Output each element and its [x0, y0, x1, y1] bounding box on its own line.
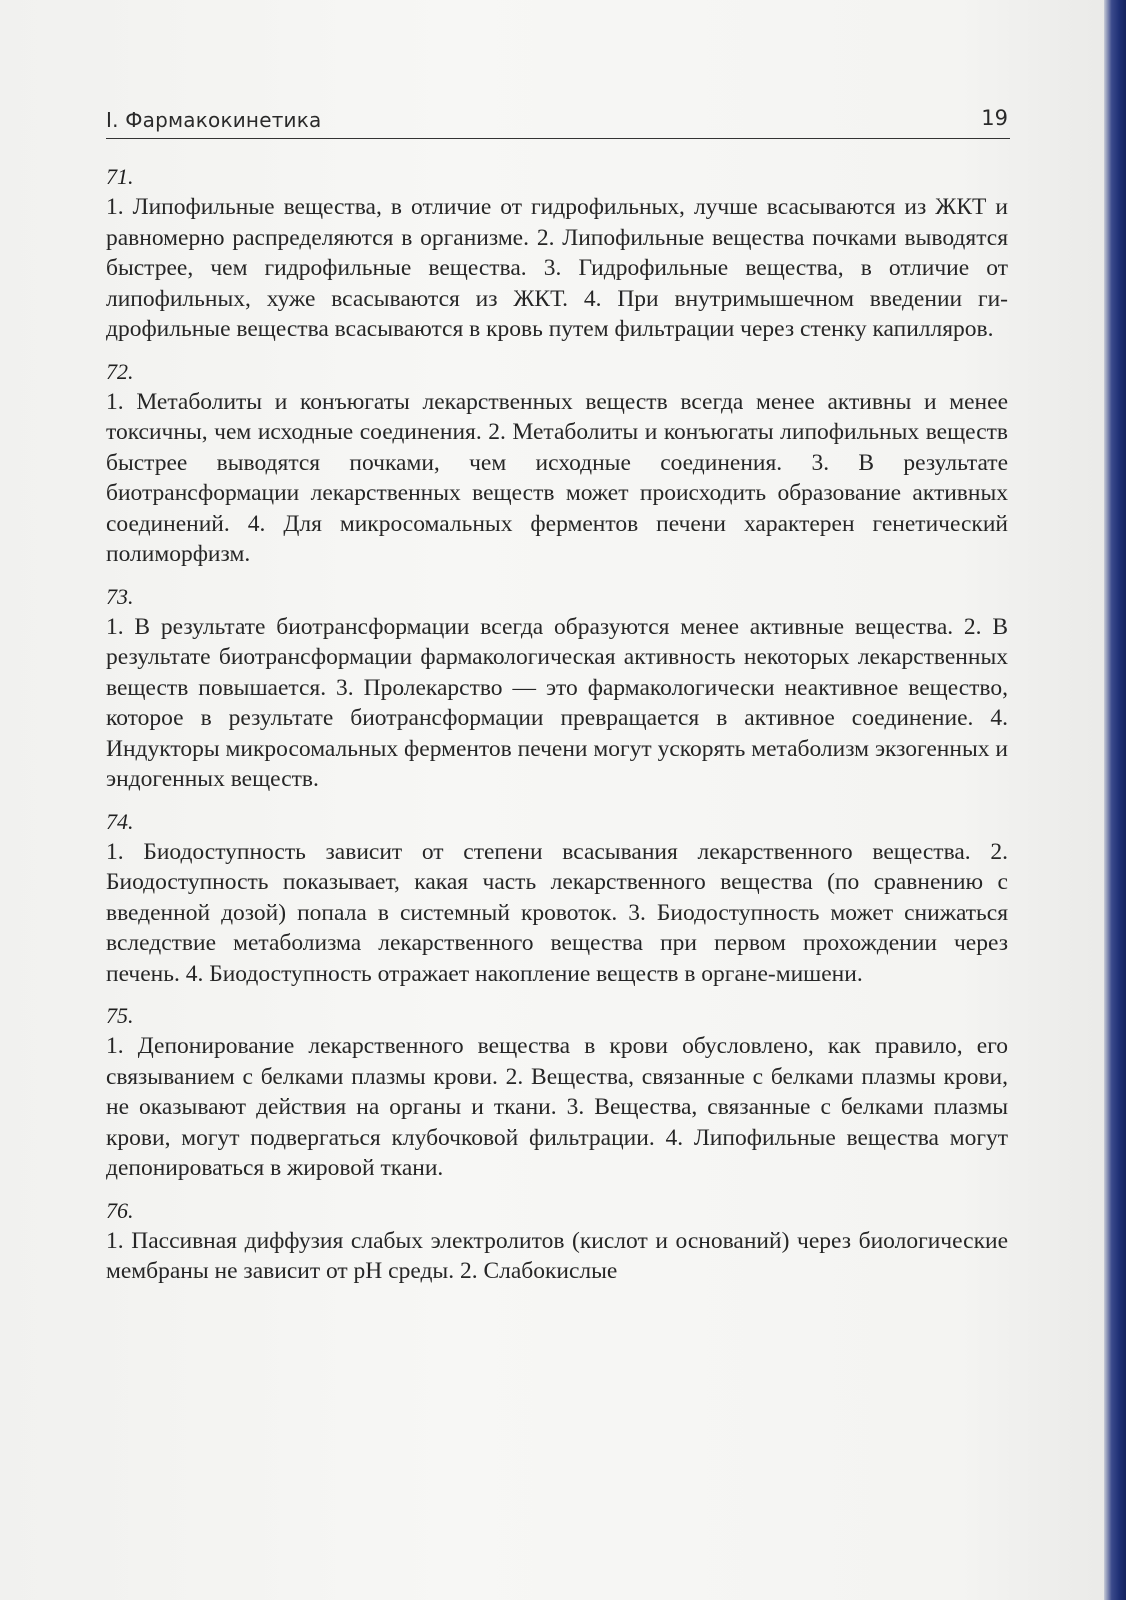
- question-text: 1. Депонирование лекарственного вещества в крови обусловлено, как правило, его связыванием с белками плазмы крови. 2. Вещества, связанные с белками плазмы крови, не оказывают действия на органы и ткани. 3. Вещества, связанные с белками плазмы крови, могут подвергаться клубочковой фильтрации. 4. Липофильные вещества могут депонироваться в жировой ткани.: [106, 1033, 1008, 1181]
- section-title: I. Фармакокинетика: [106, 108, 322, 132]
- question-text: 1. Биодоступность зависит от степени всасывания лекарственного вещества. 2. Биодоступность показывает, какая часть лекарственного вещества (по сравнению с введенной дозой) попала в системный кровоток. 3. Биодоступность может снижаться вследствие метаболизма лекарственного вещества при первом прохождении через печень. 4. Биодоступность отражает накопление веществ в органе-мишени.: [106, 838, 1008, 987]
- question-76: [106, 1196, 1008, 1287]
- question-71: [106, 162, 1008, 345]
- question-number: 72.: [106, 358, 134, 384]
- question-75: [106, 1001, 1008, 1184]
- running-header: [106, 104, 1010, 139]
- page-number: 19: [981, 106, 1008, 130]
- question-text: 1. В результате биотрансформации всегда образуются менее активные вещества. 2. В результате биотрансформации фармакологическая активность некоторых лекарственных веществ повышается. 3. Пролекарство — это фармакологически неактивное вещество, которое в результате биотрансформации превращается в активное соединение. 4. Индукторы микросомальных ферментов печени могут ускорять метаболизм экзогенных и эндогенных веществ.: [106, 613, 1008, 792]
- question-text: 1. Пассивная диффузия слабых электролитов (кислот и оснований) через биологические мембраны не зависит от pH среды. 2. Слабокислые: [106, 1227, 1008, 1284]
- question-number: 74.: [106, 808, 134, 834]
- question-73: [106, 582, 1008, 795]
- question-72: [106, 357, 1008, 570]
- question-text: 1. Липофильные вещества, в отличие от гидрофильных, лучше всасываются из ЖКТ и равномерно распределяются в организме. 2. Липофильные вещества почками выводятся быстрее, чем гидрофильные вещества. 3. Гидрофильные вещества, в отличие от липофильных, хуже всасываются из ЖКТ. 4. При внутримышечном введении гидрофильные вещества всасываются в кровь путем фильтрации через стенку капилляров.: [106, 194, 1008, 342]
- question-74: [106, 807, 1008, 990]
- question-number: 75.: [106, 1003, 134, 1028]
- book-cover-edge: [1104, 0, 1126, 1600]
- question-number: 76.: [106, 1197, 134, 1223]
- question-list: [106, 162, 1008, 1299]
- question-number: 71.: [106, 164, 134, 189]
- question-number: 73.: [106, 583, 134, 609]
- question-text: 1. Метаболиты и конъюгаты лекарственных веществ всегда менее активны и менее токсичны, чем исходные соединения. 2. Метаболиты и конъюгаты липофильных веществ быстрее выводятся почками, чем исходные соединения. 3. В результате биотрансформации лекарственных веществ может происходить образование активных соединений. 4. Для микросомальных ферментов печени характерен генетический полиморфизм.: [106, 388, 1008, 567]
